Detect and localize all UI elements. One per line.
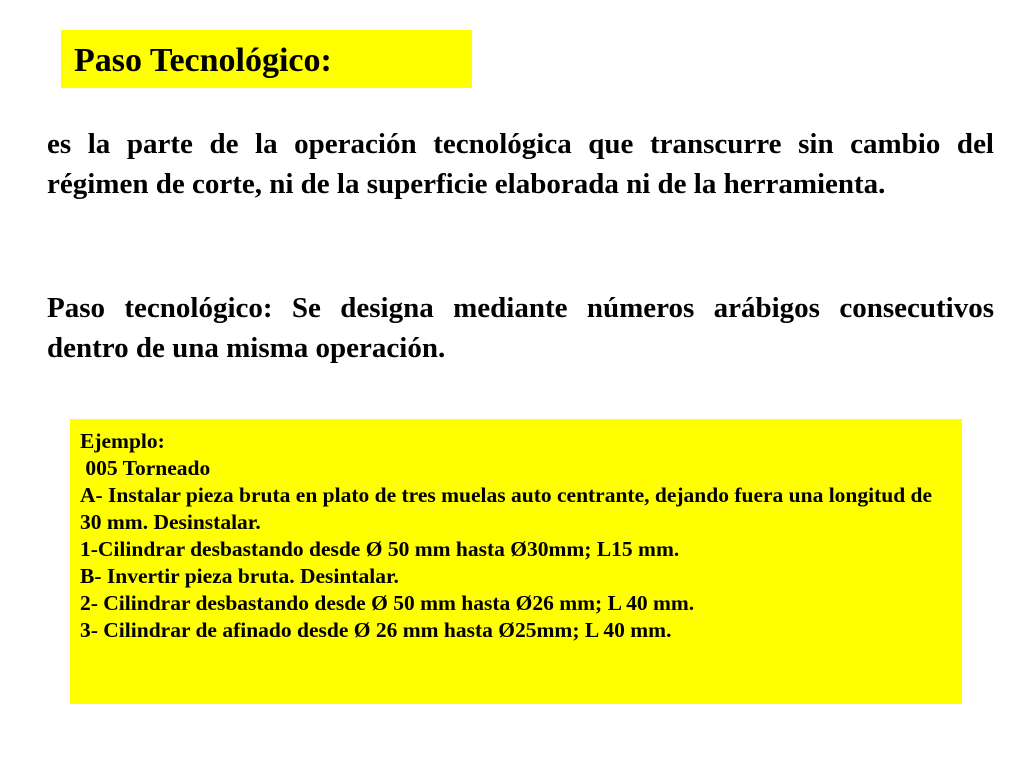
example-step: A- Instalar pieza bruta en plato de tres muelas auto centrante, dejando fuera una longitud de 30 mm. Desinstalar.: [80, 483, 933, 534]
designation-paragraph: Paso tecnológico: Se designa mediante números arábigos consecutivos dentro de una misma operación.: [47, 292, 994, 364]
definition-paragraph: es la parte de la operación tecnológica que transcurre sin cambio del régimen de corte, ni de la superficie elaborada ni de la herramienta.: [47, 128, 994, 200]
example-step: 2- Cilindrar desbastando desde Ø 50 mm hasta Ø26 mm; L 40 mm.: [80, 591, 695, 615]
example-operation: 005 Torneado: [80, 456, 211, 480]
example-step: 3- Cilindrar de afinado desde Ø 26 mm hasta Ø25mm; L 40 mm.: [80, 618, 672, 642]
example-heading: Ejemplo:: [80, 429, 165, 453]
title-box: [61, 30, 472, 88]
slide-title: Paso Tecnológico:: [74, 42, 332, 79]
example-step: 1-Cilindrar desbastando desde Ø 50 mm hasta Ø30mm; L15 mm.: [80, 537, 680, 561]
example-box: [70, 419, 962, 704]
example-step: B- Invertir pieza bruta. Desintalar.: [80, 564, 399, 588]
